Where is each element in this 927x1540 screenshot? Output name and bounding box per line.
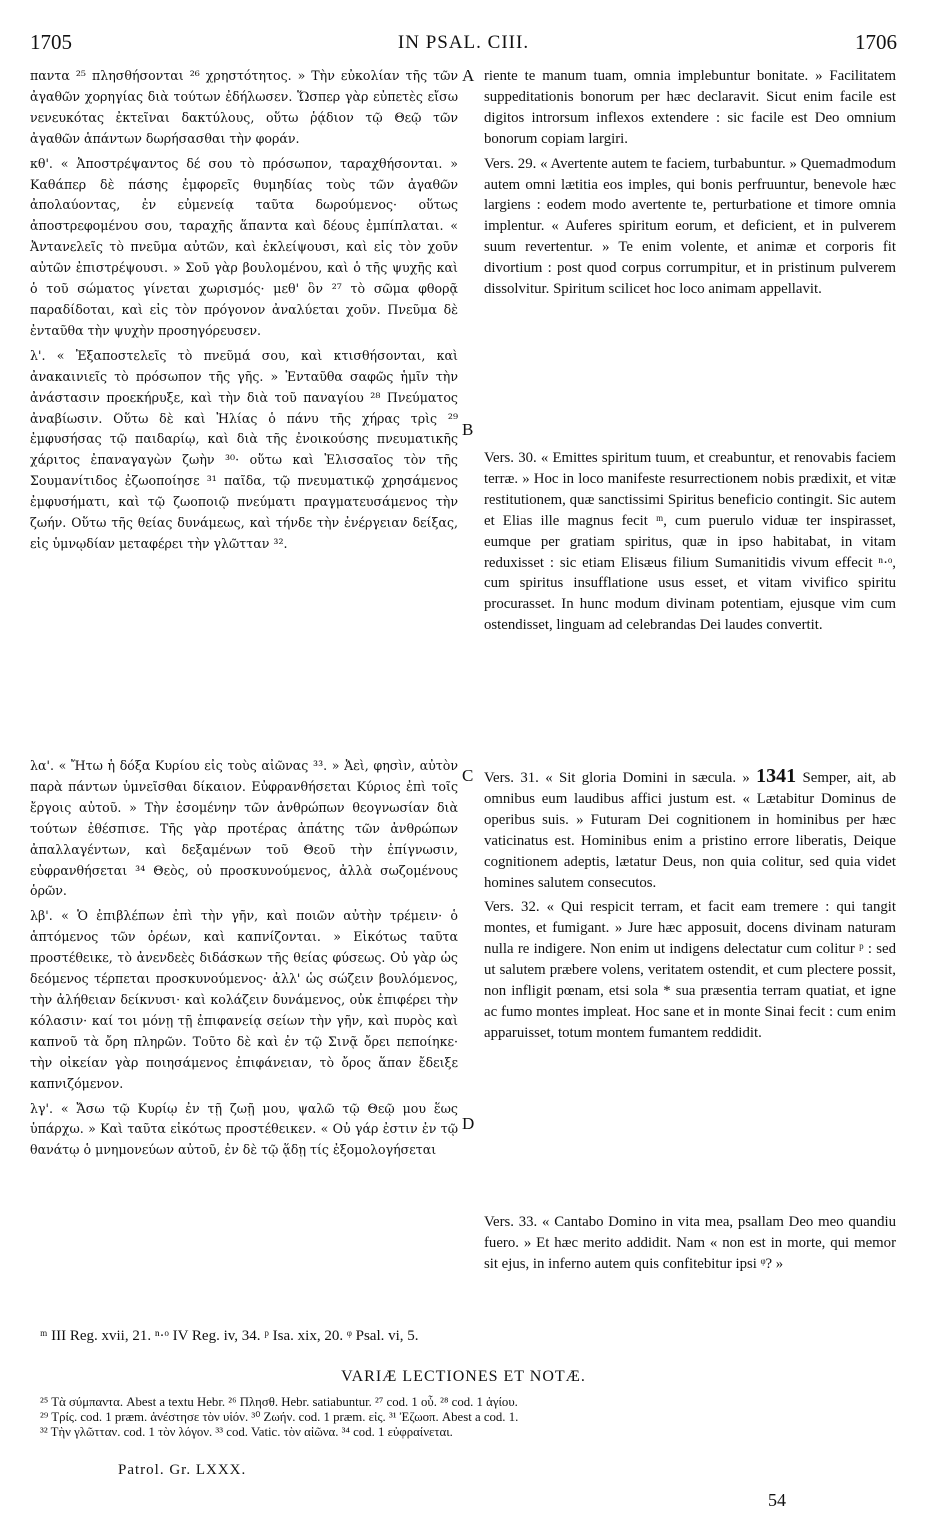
running-title: IN PSAL. CIII.	[397, 32, 530, 53]
latin-column-a	[484, 66, 896, 300]
note-line: ³² Τὴν γλῶτταν. cod. 1 τὸν λόγον. ³³ cod. Vatic. τὸν αἰῶνα. ³⁴ cod. 1 εὐφραίνεται.	[40, 1425, 453, 1439]
greek-paragraph: λ'. « Ἐξαποστελεῖς τὸ πνεῦμά σου, καὶ κτισθήσονται, καὶ ἀνακαινιεῖς τὸ πρόσωπον τῆς γῆς. » Ἐνταῦθα σαφῶς ἡμῖν τὴν ἀνάστασιν προεκήρυξε, καὶ τὴν διὰ τοῦ παναγίου ²⁸ Πνεύματος ἀναβίωσιν. Οὕτω δὲ καὶ Ἠλίας ὁ πάνυ τῆς χήρας τρὶς ²⁹ ἐμφυσήσας τῷ παιδαρίῳ, καὶ διὰ τῆς ἐνοικούσης πνευματικῆς χάριτος ἐπαναγαγὼν ζωὴν ³⁰· οὕτω καὶ Ἐλισσαῖος τὸν τῆς Σουμανίτιδος ἐζωοποίησε ³¹ παῖδα, τῷ πνευματικῷ χρησάμενος ἐμφυσήματι, καὶ τῷ ζωοποιῷ πνεύματι πραγματευσάμενος τὴν ζωήν. Οὕτω τῆς θείας δυνάμεως, καὶ τήνδε τὴν ἐνέργειαν δείξας, εἰς ὑμνῳδίαν μεταφέρει τὴν γλῶτταν ³².	[30, 347, 458, 551]
note-line: ²⁵ Τὰ σύμπαντα. Abest a textu Hebr. ²⁶ Πλησθ. Hebr. satiabuntur. ²⁷ cod. 1 οὗ. ²⁸ cod. 1 ἁγίου.	[40, 1395, 518, 1409]
note-line: ²⁹ Τρίς. cod. 1 præm. ἀνέστησε τὸν υἱόν. ³⁰ Ζωήν. cod. 1 præm. εἰς. ³¹ Ἐζωοπ. Abest a cod. 1.	[40, 1410, 519, 1424]
margin-marker-c: C	[462, 766, 474, 785]
latin-paragraph: riente te manum tuam, omnia implebuntur bonitate. » Facilitatem suppeditationis bonorum per hæc declaravit. Sicut enim facile est digitos introrsum inflexos extendere : sic facile est Deo omnium bonorum copiam largiri.	[484, 68, 896, 147]
latin-column-c	[484, 766, 896, 1044]
greek-column-b	[30, 756, 458, 1161]
right-column-number: 1706	[855, 30, 897, 54]
verse-31-text: Vers. 31. « Sit gloria Domini in sæcula. »	[484, 770, 750, 786]
notes-title: VARIÆ LECTIONES ET NOTÆ.	[341, 1368, 586, 1385]
series-footer: Patrol. Gr. LXXX.	[118, 1462, 247, 1478]
margin-marker-a: A	[462, 66, 475, 85]
column-mark: 1341	[756, 765, 797, 787]
margin-marker-d: D	[462, 1114, 475, 1133]
latin-paragraph	[484, 766, 896, 893]
left-column-number: 1705	[30, 30, 72, 54]
greek-paragraph: λβ'. « Ὁ ἐπιβλέπων ἐπὶ τὴν γῆν, καὶ ποιῶν αὐτὴν τρέμειν· ὁ ἁπτόμενος τῶν ὀρέων, καὶ καπνίζονται. » Εἰκότως ταῦτα προστέθεικε, τὸ ἀνενδεὲς διδάσκων τῆς θείας φύσεως. Οὐ γὰρ ὡς δεόμενος τέρπεται προσκυνούμενος· ἀλλ' ὡς σώζειν βουλόμενος, τὴν ἀλήθειαν δείκνυσι· καὶ κολάζειν δυνάμενος, οὐκ ἐπιφέρει τὴν κόλασιν· καί τοι μόνῃ τῇ ἐπιφανείᾳ σείων τὴν γῆν, καὶ πυρὸς καὶ καπνοῦ τὰ ὄρη πληρῶν. Τοῦτο δὲ καὶ ἐν τῷ Σινᾷ ὄρει πεποίηκε· τὴν οἰκείαν γὰρ ποιησάμενος ἐπιφάνειαν, τὸ ὄρος ἅπαν ἔδειξε καπνιζόμενον.	[30, 908, 458, 1091]
scripture-references: ᵐ III Reg. xvii, 21. ⁿ·ᵒ IV Reg. iv, 34. ᵖ Isa. xix, 20. ᵠ Psal. vi, 5.	[40, 1328, 419, 1344]
margin-marker-b: B	[462, 420, 474, 439]
signature-mark: 54	[768, 1490, 786, 1510]
greek-paragraph: παντα ²⁵ πλησθήσονται ²⁶ χρηστότητος. » Τὴν εὐκολίαν τῆς τῶν ἀγαθῶν χορηγίας διὰ τούτων ἐδήλωσεν. Ὥσπερ γὰρ εὐπετὲς εἴσω νενευκότας ἐκτεῖναι δακτύλους, οὕτω ῥᾴδιον τῷ Θεῷ τῶν ἀγαθῶν ἁπάντων δωρήσασθαι τὴν φοράν.	[30, 68, 458, 146]
verse-31-commentary: Semper, ait, ab omnibus eum laudibus affici justum est. « Lætabitur Dominus de operibus suis. » Futuram Dei cognitionem in hominibus per hæc vaticinatus est. Hominibus enim a pristino errore liberatis, Deique cognitionem adeptis, lætatur Deus, non quia colitur, sed quia videt homines salutem consecutos.	[484, 770, 896, 891]
greek-paragraph: λα'. « Ἤτω ἡ δόξα Κυρίου εἰς τοὺς αἰῶνας ³³. » Ἀεὶ, φησὶν, αὐτὸν παρὰ πάντων ὑμνεῖσθαι δίκαιον. Εὐφρανθήσεται Κύριος ἐπὶ τοῖς ἔργοις αὐτοῦ. » Τὴν ἐσομένην τῶν ἀνθρώπων θεογνωσίαν διὰ τούτων ἐθέσπισε. Τῆς γὰρ προτέρας ἀπάτης τῶν ἀνθρώπων ἀπαλλαγέντων, καὶ δεξαμένων τοῦ Θεοῦ τὴν ἐπίγνωσιν, εὐφρανθήσεται ³⁴ Θεὸς, οὐ προσκυνούμενος, ἀλλὰ σωζομένους ὁρῶν.	[30, 758, 458, 899]
page-header	[30, 30, 897, 60]
latin-paragraph: Vers. 29. « Avertente autem te faciem, turbabuntur. » Quemadmodum autem omni lætitia eos imples, qui bonis perfruuntur, benevole hæc largiens : eodem modo avertente te, perturbatione et timore omnia implentur. « Auferes spiritum eorum, et deficient, et in pulverem suum revertentur. » Te enim volente, et animæ et corporis fit divortium : post quod corpus corrumpitur, et in pristinum pulverem dissolvitur. Spiritum scilicet hoc loco animam appellavit.	[484, 155, 896, 298]
latin-paragraph: Vers. 33. « Cantabo Domino in vita mea, psallam Deo meo quandiu fuero. » Et hæc merito addidit. Nam « non est in morte, qui memor sit ejus, in inferno autem quis confitebitur ipsi ᵠ? »	[484, 1214, 896, 1272]
greek-paragraph: κθ'. « Ἀποστρέψαντος δέ σου τὸ πρόσωπον, ταραχθήσονται. » Καθάπερ δὲ πάσης ἐμφορεῖς θυμηδίας τοὺς τῶν ἀγαθῶν ἀπολαύοντας, ἐν εὐμενείᾳ ταῦτα δωρούμενος· οὕτως ἀποστρεφομένου σου, ταραχῆς ἅπαντα καὶ δέους ἐμπίπλαται. « Ἀντανελεῖς τὸ πνεῦμα αὐτῶν, καὶ ἐκλείψουσι, καὶ εἰς τὸν χοῦν αὐτῶν ἐπιστρέψουσι. » Σοῦ γὰρ βουλομένου, καὶ ὁ τῆς ψυχῆς καὶ ὁ τοῦ σώματος γίνεται χωρισμός· μεθ' ὃν ²⁷ τὸ σῶμα φθορᾷ παραδίδοται, καὶ εἰς τὸν πρόγονον ἀναλύεται χοῦν. Πνεῦμα δὲ ἐνταῦθα τὴν ψυχὴν προσηγόρευσεν.	[30, 155, 458, 338]
latin-paragraph: Vers. 30. « Emittes spiritum tuum, et creabuntur, et renovabis faciem terræ. » Hoc in loco manifeste resurrectionem nobis prædixit, et vitæ restitutionem, quæ sanctissimi Spiritus beneficio contingit. Sic autem et Elias ille magnus fecit ᵐ, cum puerulo viduæ ter inspirasset, eumque per gratiam spiritus, quæ in ipso habitabat, in vitam reduxisset : sic etiam Elisæus filium Sumanitidis vivum effecit ⁿ·ᵒ, cum spiritus insufflatione usus esset, et vitam vivifico spiritu procurasset. In hunc modum divinam potentiam, ejusque vim cum ostendisset, linguam ad celebrandas Dei laudes convertit.	[484, 450, 896, 634]
latin-column-d	[484, 1212, 896, 1275]
greek-column-a	[30, 66, 458, 555]
latin-paragraph: Vers. 32. « Qui respicit terram, et facit eam tremere : qui tangit montes, et fumigant. » Jure hæc apposuit, docens divinam naturam nulla re indigere. Non enim ut indigens delectatur cum colitur ᵖ : sed ut salutem præbere volens, veritatem ostendit, et cum plectere possit, non infligit pœnam, etsi sola * sua præsentia terram quatiat, et igne ac fumo montes impleat. Hoc sane et in monte Sinai fecit : cum enim apparuisset, totum montem fumantem reddidit.	[484, 899, 896, 1041]
latin-column-b	[484, 448, 896, 636]
greek-paragraph: λγ'. « Ἄσω τῷ Κυρίῳ ἐν τῇ ζωῇ μου, ψαλῶ τῷ Θεῷ μου ἕως ὑπάρχω. » Καὶ ταῦτα εἰκότως προστέθεικεν. « Οὐ γάρ ἐστιν ἐν τῷ θανάτῳ ὁ μνημονεύων αὐτοῦ, ἐν δὲ τῷ ᾅδῃ τίς ἐξομολογήσεται	[30, 1100, 458, 1158]
variant-notes	[40, 1395, 900, 1440]
